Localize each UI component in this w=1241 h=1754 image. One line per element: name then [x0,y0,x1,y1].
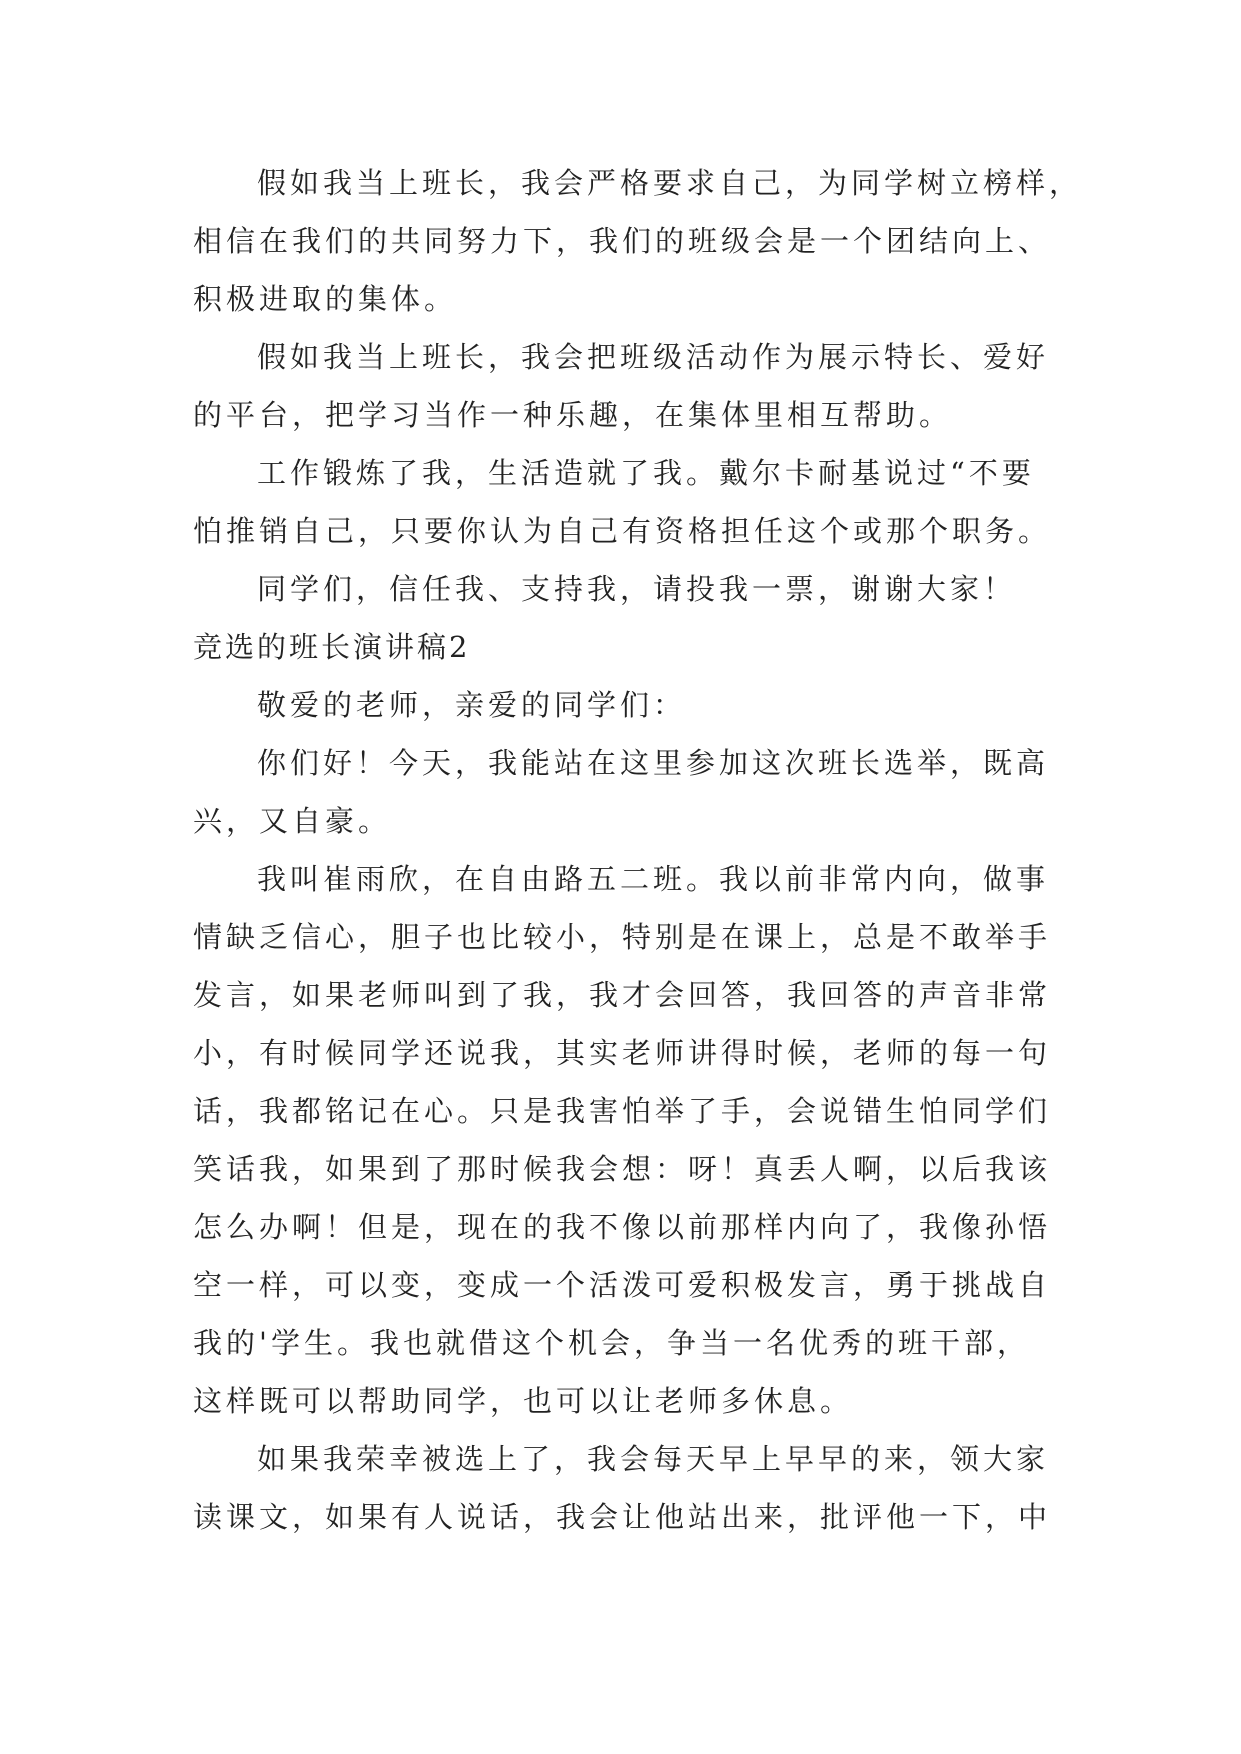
paragraph-line: 如果我荣幸被选上了，我会每天早上早早的来，领大家 [257,1442,1050,1476]
paragraph-line: 话，我都铭记在心。只是我害怕举了手，会说错生怕同学们 [193,1094,1052,1128]
paragraph-line: 假如我当上班长，我会严格要求自己，为同学树立榜样， [257,166,1083,200]
document-body [193,154,1093,1546]
paragraph-line: 的平台，把学习当作一种乐趣，在集体里相互帮助。 [193,398,953,432]
paragraph-line: 情缺乏信心，胆子也比较小，特别是在课上，总是不敢举手 [193,920,1052,954]
paragraph-line: 怕推销自己，只要你认为自己有资格担任这个或那个职务。 [193,514,1052,548]
paragraph [193,850,1093,1430]
paragraph-line: 读课文，如果有人说话，我会让他站出来，批评他一下，中 [193,1500,1052,1534]
paragraph-line: 你们好！今天，我能站在这里参加这次班长选举，既高 [257,746,1050,780]
paragraph-line: 假如我当上班长，我会把班级活动作为展示特长、爱好 [257,340,1050,374]
paragraph [193,676,1093,734]
paragraph-line: 兴，又自豪。 [193,804,392,838]
paragraph-line: 我的'学生。我也就借这个机会，争当一名优秀的班干部， [193,1326,1030,1360]
paragraph-line: 我叫崔雨欣，在自由路五二班。我以前非常内向，做事 [257,862,1050,896]
paragraph [193,154,1093,328]
paragraph-line: 工作锻炼了我，生活造就了我。戴尔卡耐基说过“不要 [257,456,1035,490]
paragraph-line: 小，有时候同学还说我，其实老师讲得时候，老师的每一句 [193,1036,1052,1070]
paragraph [193,328,1093,444]
paragraph-line: 这样既可以帮助同学，也可以让老师多休息。 [193,1384,854,1418]
paragraph-line: 空一样，可以变，变成一个活泼可爱积极发言，勇于挑战自 [193,1268,1052,1302]
paragraph [193,734,1093,850]
paragraph-line: 相信在我们的共同努力下，我们的班级会是一个团结向上、 [193,224,1052,258]
paragraph-line: 发言，如果老师叫到了我，我才会回答，我回答的声音非常 [193,978,1052,1012]
section-heading: 竞选的班长演讲稿2 [193,630,471,664]
paragraph-line: 同学们，信任我、支持我，请投我一票，谢谢大家！ [257,572,1017,606]
paragraph [193,444,1093,560]
paragraph-line: 敬爱的老师，亲爱的同学们： [257,688,687,722]
paragraph [193,1430,1093,1546]
paragraph [193,560,1093,618]
paragraph-line: 怎么办啊！但是，现在的我不像以前那样内向了，我像孙悟 [193,1210,1052,1244]
paragraph-line: 笑话我，如果到了那时候我会想：呀！真丢人啊，以后我该 [193,1152,1052,1186]
paragraph-line: 积极进取的集体。 [193,282,458,316]
